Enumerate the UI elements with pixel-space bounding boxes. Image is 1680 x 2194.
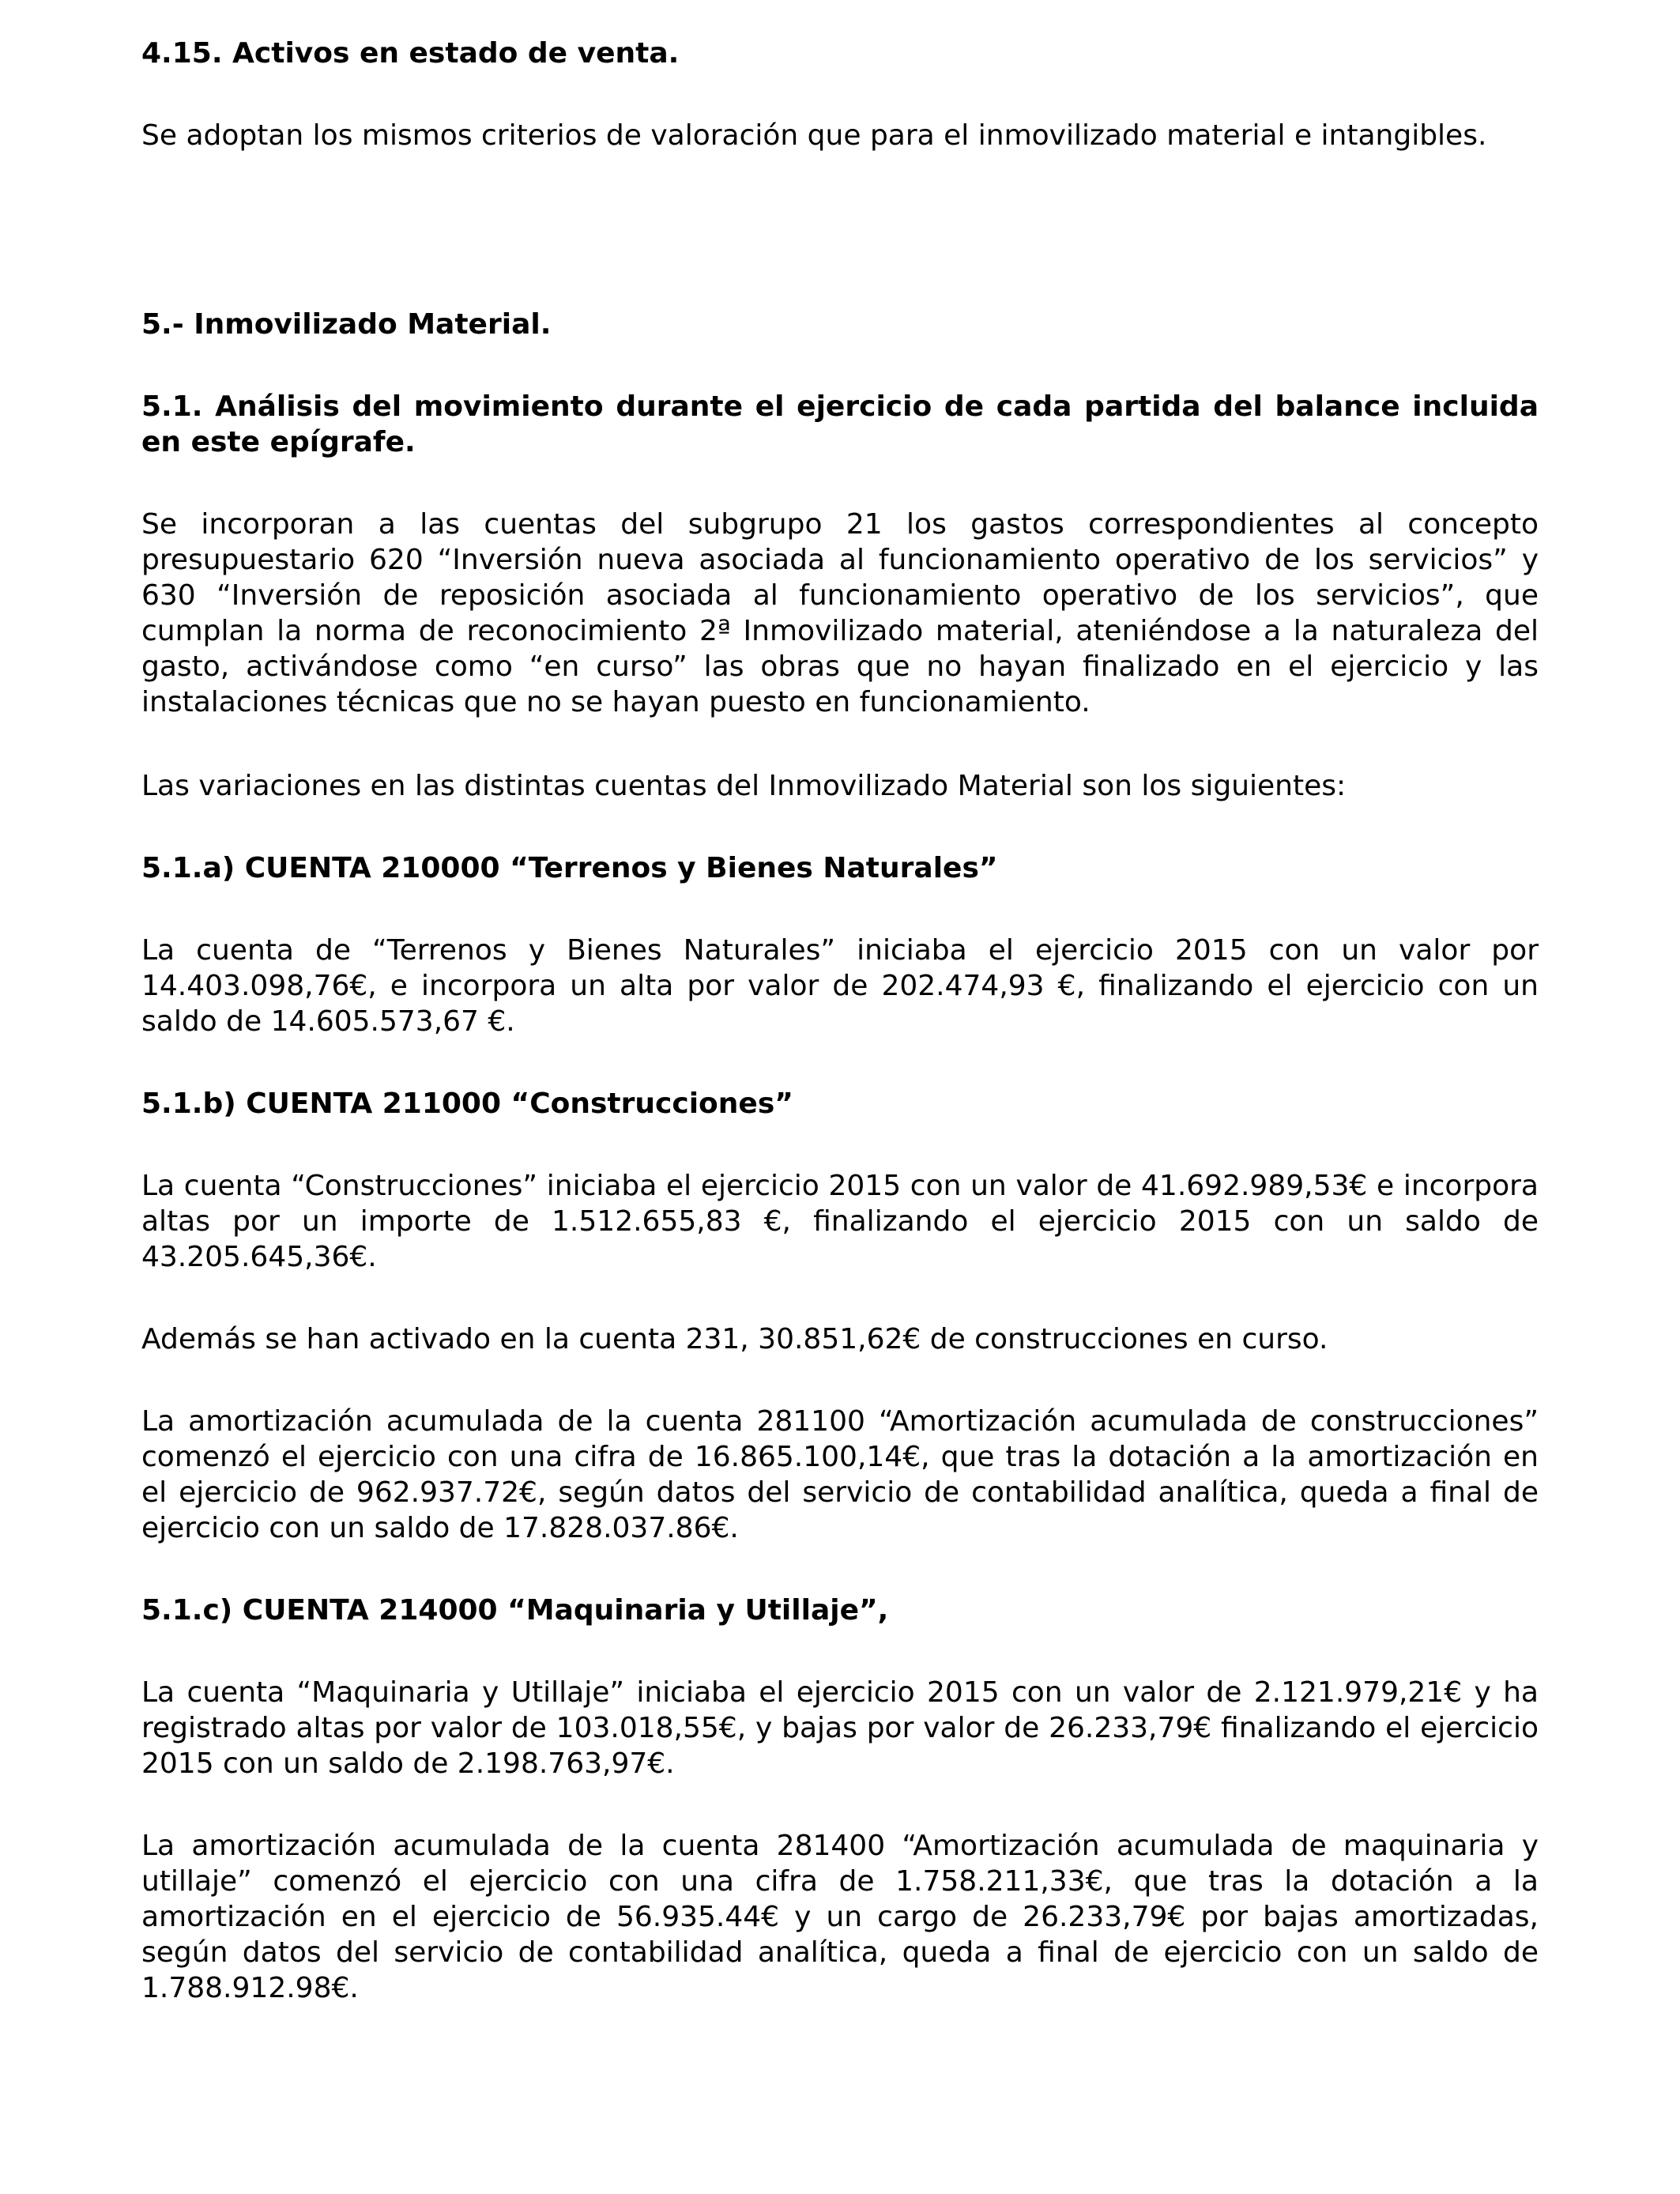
section-5-heading: 5.- Inmovilizado Material. bbox=[141, 308, 552, 341]
section-4-15-paragraph: Se adoptan los mismos criterios de valoración que para el inmovilizado material e intangibles. bbox=[141, 119, 1487, 152]
section-5-1-a-paragraph: La cuenta de “Terrenos y Bienes Naturales” iniciaba el ejercicio 2015 con un valor por 14.403.098,76€, e incorpora un alta por valor de 202.474,93 €, finalizando el ejercicio con un saldo de 14.605.573,67 €. bbox=[141, 934, 1539, 1038]
section-5-1-b-heading: 5.1.b) CUENTA 211000 “Construcciones” bbox=[141, 1088, 793, 1120]
section-5-1-b-paragraph: La cuenta “Construcciones” iniciaba el ejercicio 2015 con un valor de 41.692.989,53€ e incorpora altas por un importe de 1.512.655,83 €, finalizando el ejercicio 2015 con un saldo de 43.205.645,36€. bbox=[141, 1170, 1539, 1273]
section-5-1-c-heading: 5.1.c) CUENTA 214000 “Maquinaria y Utillaje”, bbox=[141, 1594, 889, 1627]
document-page bbox=[141, 36, 1539, 2006]
section-5-1-heading: 5.1. Análisis del movimiento durante el ejercicio de cada partida del balance incluida en este epígrafe. bbox=[141, 390, 1539, 458]
construction-amortization-paragraph: La amortización acumulada de la cuenta 281100 “Amortización acumulada de construcciones” comenzó el ejercicio con una cifra de 16.865.100,14€, que tras la dotación a la amortización en el ejercicio de 962.937.72€, según datos del servicio de contabilidad analítica, queda a final de ejercicio con un saldo de 17.828.037.86€. bbox=[141, 1405, 1539, 1544]
section-5-1-paragraph: Se incorporan a las cuentas del subgrupo 21 los gastos correspondientes al concepto presupuestario 620 “Inversión nueva asociada al funcionamiento operativo de los servicios” y 630 “Inversión de reposición asociada al funcionamiento operativo de los servicios”, que cumplan la norma de reconocimiento 2ª Inmovilizado material, ateniéndose a la naturaleza del gasto, activándose como “en curso” las obras que no hayan finalizado en el ejercicio y las instalaciones técnicas que no se hayan puesto en funcionamiento. bbox=[141, 508, 1539, 718]
section-5-1-a-heading: 5.1.a) CUENTA 210000 “Terrenos y Bienes Naturales” bbox=[141, 852, 998, 884]
machinery-amortization-paragraph: La amortización acumulada de la cuenta 281400 “Amortización acumulada de maquinaria y utillaje” comenzó el ejercicio con una cifra de 1.758.211,33€, que tras la dotación a la amortización en el ejercicio de 56.935.44€ y un cargo de 26.233,79€ por bajas amortizadas, según datos del servicio de contabilidad analítica, queda a final de ejercicio con un saldo de 1.788.912.98€. bbox=[141, 1830, 1539, 2004]
section-5-1-c-paragraph: La cuenta “Maquinaria y Utillaje” iniciaba el ejercicio 2015 con un valor de 2.121.979,21€ y ha registrado altas por valor de 103.018,55€, y bajas por valor de 26.233,79€ finalizando el ejercicio 2015 con un saldo de 2.198.763,97€. bbox=[141, 1676, 1539, 1780]
construction-in-progress-paragraph: Además se han activado en la cuenta 231, 30.851,62€ de construcciones en curso. bbox=[141, 1323, 1328, 1355]
variations-paragraph: Las variaciones en las distintas cuentas del Inmovilizado Material son los siguientes: bbox=[141, 770, 1347, 802]
section-4-15-heading: 4.15. Activos en estado de venta. bbox=[141, 37, 680, 70]
